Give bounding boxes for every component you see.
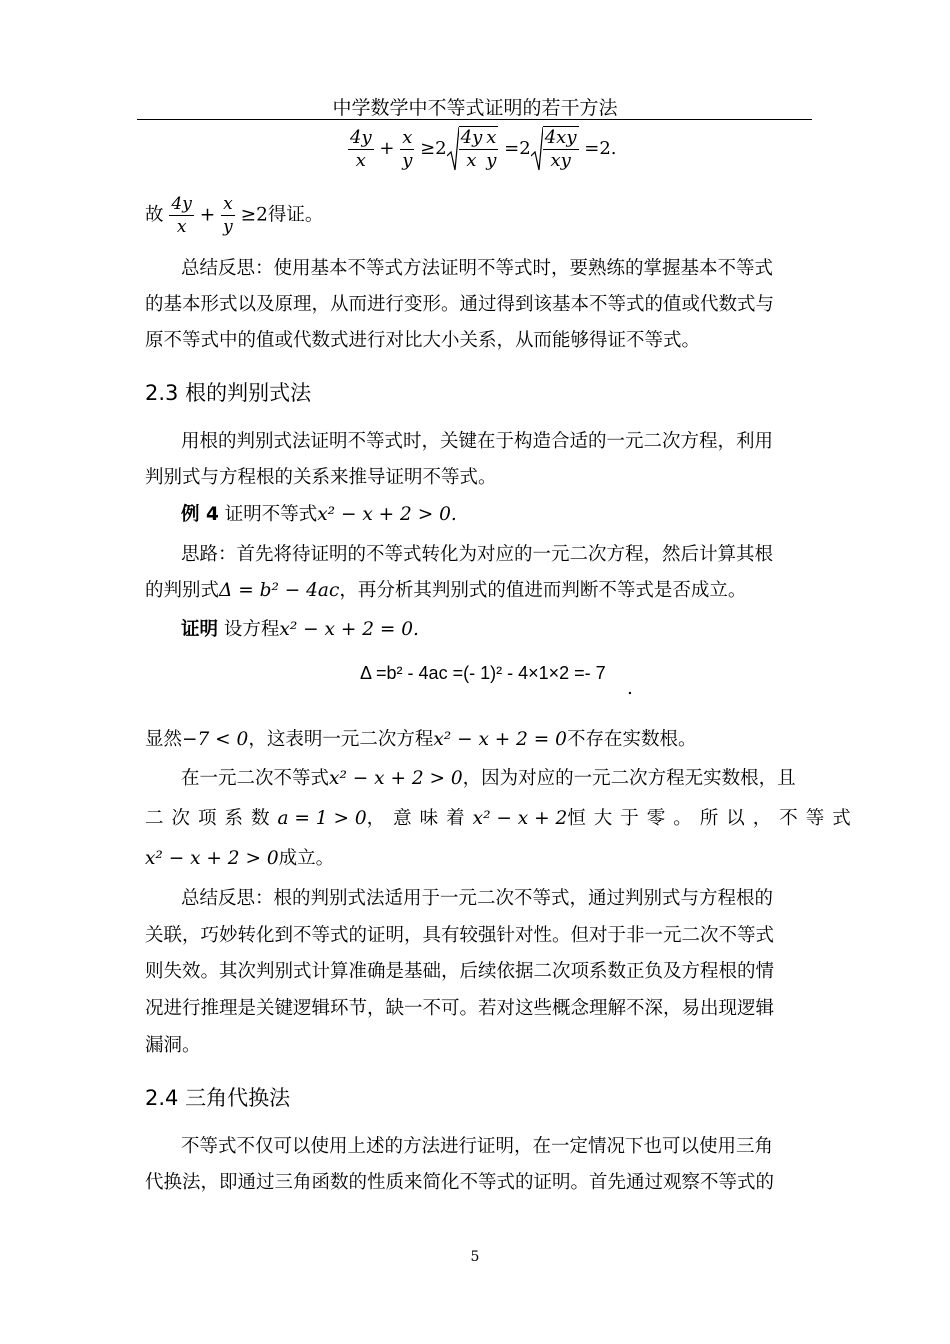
paragraph-line: 则失效。其次判别式计算准确是基础，后续依据二次项系数正负及方程根的情: [145, 961, 775, 982]
radical: [447, 126, 459, 172]
section-heading: 2.4 三角代换法: [145, 1086, 291, 1110]
example-line: 例 4 证明不等式x² − x + 2 > 0.: [181, 504, 457, 525]
paragraph-line: 显然−7 < 0，这表明一元二次方程x² − x + 2 = 0不存在实数根。: [145, 729, 697, 750]
fraction: $\frac{x}{y}$: [486, 127, 497, 171]
paragraph-line: 总结反思：根的判别式法适用于一元二次不等式，通过判别式与方程根的: [181, 888, 774, 909]
header-rule: [137, 119, 812, 120]
paragraph-line: 总结反思：使用基本不等式方法证明不等式时，要熟练的掌握基本不等式: [181, 258, 774, 279]
paragraph-line: 原不等式中的值或代数式进行对比大小关系，从而能够得证不等式。: [145, 330, 701, 351]
paragraph-line: 况进行推理是关键逻辑环节，缺一不可。若对这些概念理解不深，易出现逻辑: [145, 998, 775, 1019]
proof-label: 证明: [181, 619, 219, 640]
paragraph-line: 的基本形式以及原理，从而进行变形。通过得到该基本不等式的值或代数式与: [145, 294, 775, 315]
fraction: $\frac{4xy}{xy}$: [544, 127, 577, 171]
example-label: 例 4: [181, 504, 219, 525]
paragraph-line: 不等式不仅可以使用上述的方法进行证明，在一定情况下也可以使用三角: [181, 1136, 774, 1157]
display-formula: Δ =b² - 4ac =(- 1)² - 4×1×2 =- 7: [360, 663, 606, 683]
paragraph-line: 漏洞。: [145, 1035, 201, 1056]
display-formula: $\frac{4y}{x}$ + $\frac{x}{y}$ ≥2 $\frac{4y}{x}$ $\frac{x}{y}$ =2 $\frac{4xy}{xy}$ =2.: [350, 126, 617, 171]
paragraph-line: 关联，巧妙转化到不等式的证明，具有较强针对性。但对于非一元二次不等式: [145, 925, 775, 946]
radical: [531, 126, 543, 172]
running-header: 中学数学中不等式证明的若干方法: [332, 97, 618, 119]
paragraph-line: 代换法，即通过三角函数的性质来简化不等式的证明。首先通过观察不等式的: [145, 1172, 775, 1193]
paragraph-line: x² − x + 2 > 0成立。: [145, 848, 335, 869]
paragraph-line: 用根的判别式法证明不等式时，关键在于构造合适的一元二次方程，利用: [181, 431, 774, 452]
paragraph-line: 的判别式Δ = b² − 4ac，再分析其判别式的值进而判断不等式是否成立。: [145, 580, 747, 601]
paragraph-line: 二次项系数a = 1 > 0，意味着x² − x + 2恒大于零。所以，不等式: [145, 808, 859, 829]
fraction: $\frac{x}{y}$: [223, 194, 233, 237]
paragraph-line: 思路：首先将待证明的不等式转化为对应的一元二次方程，然后计算其根: [181, 544, 774, 565]
fraction: $\frac{4y}{x}$: [460, 127, 483, 171]
section-heading: 2.3 根的判别式法: [145, 381, 312, 405]
conclusion-line: 故 $\frac{4y}{x}$ + $\frac{x}{y}$ ≥2得证。: [145, 194, 324, 237]
proof-line: 证明 设方程x² − x + 2 = 0.: [181, 619, 419, 640]
paragraph-line: 判别式与方程根的关系来推导证明不等式。: [145, 467, 497, 488]
page-number: 5: [470, 1249, 480, 1265]
fraction: $\frac{4y}{x}$: [350, 126, 372, 171]
paragraph-line: 在一元二次不等式x² − x + 2 > 0，因为对应的一元二次方程无实数根，且: [181, 768, 796, 789]
fraction: $\frac{4y}{x}$: [171, 194, 192, 237]
fraction: $\frac{x}{y}$: [402, 126, 413, 171]
formula-dot: .: [627, 678, 633, 699]
